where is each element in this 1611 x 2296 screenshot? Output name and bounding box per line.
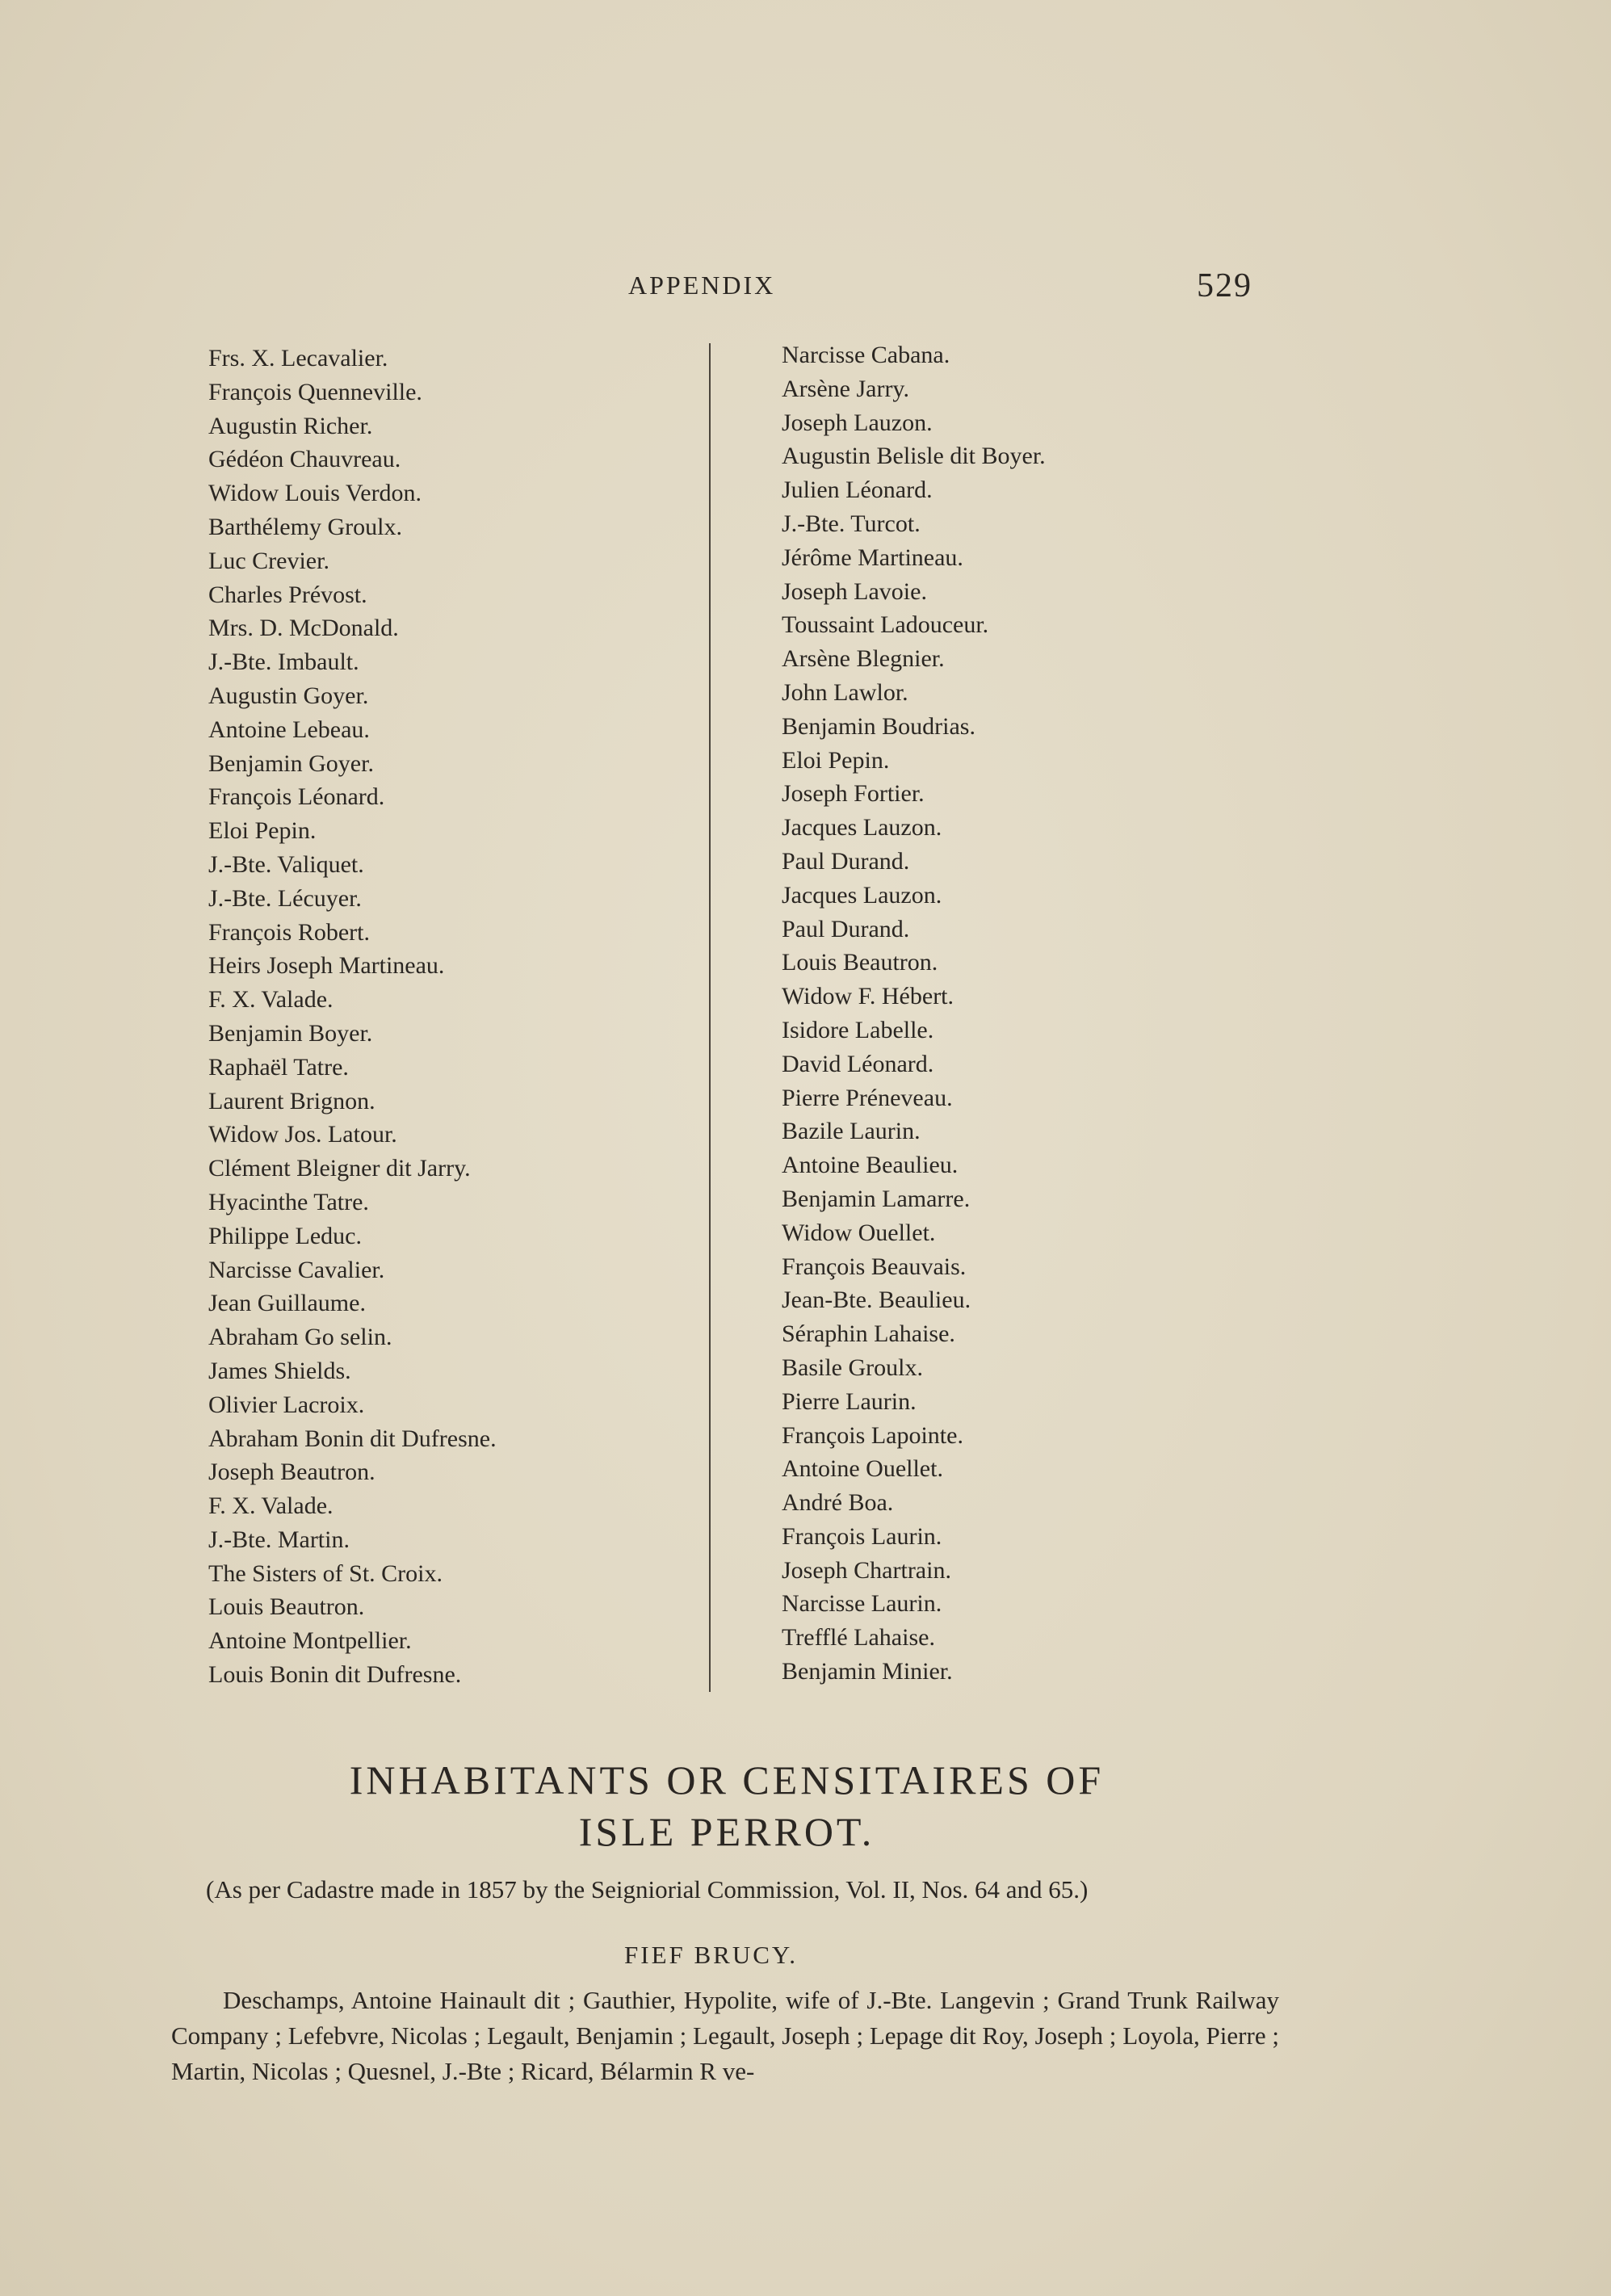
name-entry: Pierre Laurin. bbox=[782, 1387, 917, 1415]
name-entry: André Boa. bbox=[782, 1489, 894, 1517]
name-entry: François Léonard. bbox=[208, 783, 385, 811]
name-entry: J.-Bte. Imbault. bbox=[208, 649, 359, 676]
name-entry: Joseph Lauzon. bbox=[782, 409, 933, 436]
name-entry: Antoine Beaulieu. bbox=[782, 1152, 959, 1179]
name-entry: Benjamin Boyer. bbox=[208, 1019, 373, 1047]
section-title bbox=[242, 1754, 1211, 1857]
name-entry: Jérôme Martineau. bbox=[782, 544, 963, 571]
name-entry: The Sisters of St. Croix. bbox=[208, 1559, 443, 1587]
name-entry: Frs. X. Lecavalier. bbox=[208, 345, 388, 371]
name-entry: Benjamin Lamarre. bbox=[782, 1185, 971, 1212]
name-entry: Jacques Lauzon. bbox=[782, 881, 942, 909]
name-entry: Louis Beautron. bbox=[208, 1593, 365, 1621]
name-entry: Narcisse Laurin. bbox=[782, 1590, 942, 1618]
name-entry: Joseph Chartrain. bbox=[782, 1556, 951, 1584]
name-entry: Antoine Montpellier. bbox=[208, 1627, 412, 1655]
name-entry: J.-Bte. Turcot. bbox=[782, 510, 921, 537]
name-entry: Paul Durand. bbox=[782, 915, 910, 942]
name-entry: Olivier Lacroix. bbox=[208, 1391, 365, 1418]
name-entry: Eloi Pepin. bbox=[208, 817, 317, 845]
name-entry: Narcisse Cavalier. bbox=[208, 1256, 385, 1283]
name-entry: Joseph Fortier. bbox=[782, 780, 925, 808]
running-head: APPENDIX bbox=[628, 271, 776, 300]
name-entry: Widow Jos. Latour. bbox=[208, 1121, 397, 1148]
name-entry: J.-Bte. Valiquet. bbox=[208, 850, 364, 878]
name-entry: Isidore Labelle. bbox=[782, 1016, 934, 1043]
name-entry: Widow Ouellet. bbox=[782, 1219, 936, 1246]
name-entry: Barthélemy Groulx. bbox=[208, 513, 402, 540]
name-entry: Clément Bleigner dit Jarry. bbox=[208, 1155, 471, 1182]
name-entry: Laurent Brignon. bbox=[208, 1087, 375, 1114]
name-entry: F. X. Valade. bbox=[208, 1492, 334, 1520]
fief-subheading: FIEF BRUCY. bbox=[624, 1941, 799, 1969]
right-name-column bbox=[782, 338, 1363, 1689]
name-entry: Heirs Joseph Martineau. bbox=[208, 952, 445, 980]
name-entry: Joseph Beautron. bbox=[208, 1459, 375, 1486]
name-entry: Augustin Belisle dit Boyer. bbox=[782, 443, 1046, 470]
name-entry: Eloi Pepin. bbox=[782, 746, 890, 774]
name-entry: J.-Bte. Martin. bbox=[208, 1526, 350, 1553]
name-entry: Augustin Goyer. bbox=[208, 682, 369, 709]
name-entry: Antoine Ouellet. bbox=[782, 1455, 943, 1483]
name-entry: Benjamin Minier. bbox=[782, 1658, 953, 1685]
name-entry: Toussaint Ladouceur. bbox=[782, 611, 989, 639]
name-entry: John Lawlor. bbox=[782, 678, 908, 706]
name-entry: Narcisse Cabana. bbox=[782, 342, 950, 368]
name-entry: Julien Léonard. bbox=[782, 476, 933, 504]
name-entry: Arsène Jarry. bbox=[782, 375, 909, 402]
left-name-column bbox=[208, 342, 709, 1692]
name-entry: Bazile Laurin. bbox=[782, 1118, 921, 1145]
name-entry: F. X. Valade. bbox=[208, 986, 334, 1014]
section-title-line-2: ISLE PERROT. bbox=[578, 1809, 875, 1854]
section-title-line-1: INHABITANTS OR CENSITAIRES OF bbox=[349, 1757, 1105, 1803]
page-number: 529 bbox=[1197, 267, 1252, 304]
name-entry: Augustin Richer. bbox=[208, 412, 373, 439]
name-entry: François Laurin. bbox=[782, 1522, 942, 1550]
name-entry: Philippe Leduc. bbox=[208, 1222, 362, 1249]
name-entry: Abraham Go selin. bbox=[208, 1324, 392, 1351]
name-entry: Joseph Lavoie. bbox=[782, 577, 927, 605]
name-entry: Antoine Lebeau. bbox=[208, 716, 370, 743]
name-entry: Jean Guillaume. bbox=[208, 1290, 366, 1317]
source-note: (As per Cadastre made in 1857 by the Seigniorial Commission, Vol. II, Nos. 64 and 65.) bbox=[206, 1875, 1089, 1904]
name-entry: Abraham Bonin dit Dufresne. bbox=[208, 1425, 497, 1452]
name-entry: Benjamin Goyer. bbox=[208, 749, 374, 777]
name-entry: J.-Bte. Lécuyer. bbox=[208, 884, 362, 912]
name-entry: Charles Prévost. bbox=[208, 581, 367, 608]
name-entry: François Quenneville. bbox=[208, 378, 422, 405]
name-entry: Widow Louis Verdon. bbox=[208, 480, 422, 507]
column-divider bbox=[709, 343, 711, 1692]
name-entry: Trefflé Lahaise. bbox=[782, 1624, 935, 1652]
name-entry: Arsène Blegnier. bbox=[782, 645, 945, 673]
name-entry: François Robert. bbox=[208, 918, 370, 946]
name-entry: Louis Beautron. bbox=[782, 949, 938, 976]
name-entry: Widow F. Hébert. bbox=[782, 983, 954, 1010]
name-entry: Paul Durand. bbox=[782, 847, 910, 875]
name-entry: Pierre Préneveau. bbox=[782, 1084, 953, 1111]
name-entry: François Beauvais. bbox=[782, 1253, 967, 1280]
name-entry: Jacques Lauzon. bbox=[782, 814, 942, 842]
name-entry: Basile Groulx. bbox=[782, 1354, 923, 1381]
name-entry: Luc Crevier. bbox=[208, 547, 329, 574]
name-entry: Séraphin Lahaise. bbox=[782, 1320, 955, 1348]
name-entry: Raphaël Tatre. bbox=[208, 1053, 349, 1081]
name-entry: Louis Bonin dit Dufresne. bbox=[208, 1661, 462, 1689]
name-entry: Gédéon Chauvreau. bbox=[208, 446, 401, 473]
fief-body-text: Deschamps, Antoine Hainault dit ; Gauthier, Hypolite, wife of J.-Bte. Langevin ; Grand Trunk Railway Company ; Lefebvre, Nicolas ; Legault, Benjamin ; Legault, Joseph ; Lepage dit Roy, Joseph ; Loyola, Pierre ; Martin, Nicolas ; Quesnel, J.-Bte ; Ricard, Bélarmin R ve- bbox=[171, 1986, 1279, 2085]
name-entry: Jean-Bte. Beaulieu. bbox=[782, 1287, 971, 1314]
name-entry: François Lapointe. bbox=[782, 1421, 963, 1449]
name-entry: Hyacinthe Tatre. bbox=[208, 1188, 369, 1215]
name-entry: David Léonard. bbox=[782, 1050, 934, 1077]
name-entry: Benjamin Boudrias. bbox=[782, 712, 975, 740]
name-entry: James Shields. bbox=[208, 1357, 351, 1384]
name-entry: Mrs. D. McDonald. bbox=[208, 615, 399, 642]
